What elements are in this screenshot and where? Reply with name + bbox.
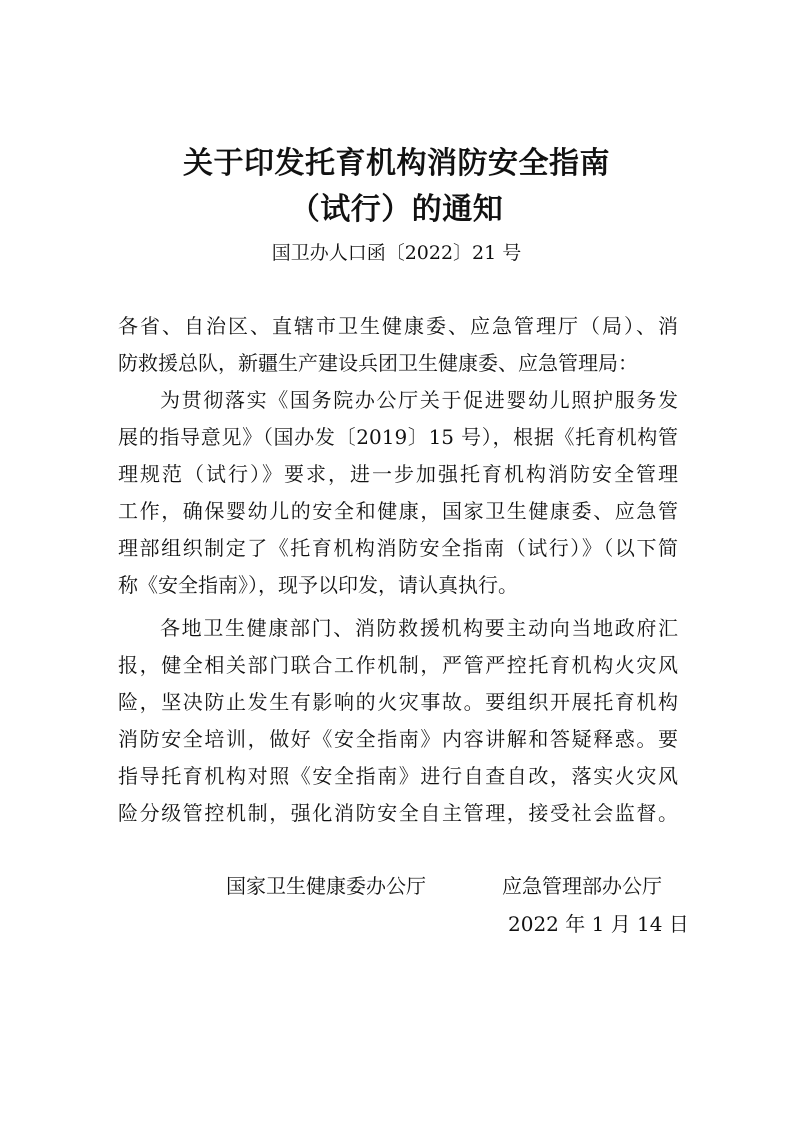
paragraph-line: 展的指导意见》（国办发〔2019〕15 号），根据《托育机构管 <box>118 425 678 449</box>
paragraph-line: 各地卫生健康部门、消防救援机构要主动向当地政府汇 <box>160 616 678 640</box>
signatory-nhc-office: 国家卫生健康委办公厅 <box>226 874 426 898</box>
paragraph-line: 称《安全指南》），现予以印发，请认真执行。 <box>118 573 518 597</box>
paragraph-line: 险分级管控机制，强化消防安全自主管理，接受社会监督。 <box>118 801 678 825</box>
paragraph-line: 报，健全相关部门联合工作机制，严管严控托育机构火灾风 <box>118 653 678 677</box>
paragraph-line: 工作，确保婴幼儿的安全和健康，国家卫生健康委、应急管 <box>118 499 678 523</box>
document-title-line-2: （试行）的通知 <box>289 192 504 227</box>
paragraph-line: 消防安全培训，做好《安全指南》内容讲解和答疑释惑。要 <box>118 727 678 751</box>
addressee-line: 各省、自治区、直辖市卫生健康委、应急管理厅（局）、消 <box>118 314 678 338</box>
signatory-mem-office: 应急管理部办公厅 <box>502 874 662 898</box>
addressee-line: 防救援总队，新疆生产建设兵团卫生健康委、应急管理局： <box>118 351 638 375</box>
paragraph-line: 理部组织制定了《托育机构消防安全指南（试行）》（以下简 <box>118 536 678 560</box>
document-title-line-1: 关于印发托育机构消防安全指南 <box>183 146 610 181</box>
document-number: 国卫办人口函〔2022〕21 号 <box>271 242 522 264</box>
paragraph-line: 指导托育机构对照《安全指南》进行自查自改，落实火灾风 <box>118 764 678 788</box>
issue-date: 2022 年 1 月 14 日 <box>508 912 689 936</box>
paragraph-line: 险，坚决防止发生有影响的火灾事故。要组织开展托育机构 <box>118 690 678 714</box>
paragraph-line: 为贯彻落实《国务院办公厅关于促进婴幼儿照护服务发 <box>160 388 678 412</box>
paragraph-line: 理规范（试行）》要求，进一步加强托育机构消防安全管理 <box>118 462 678 486</box>
